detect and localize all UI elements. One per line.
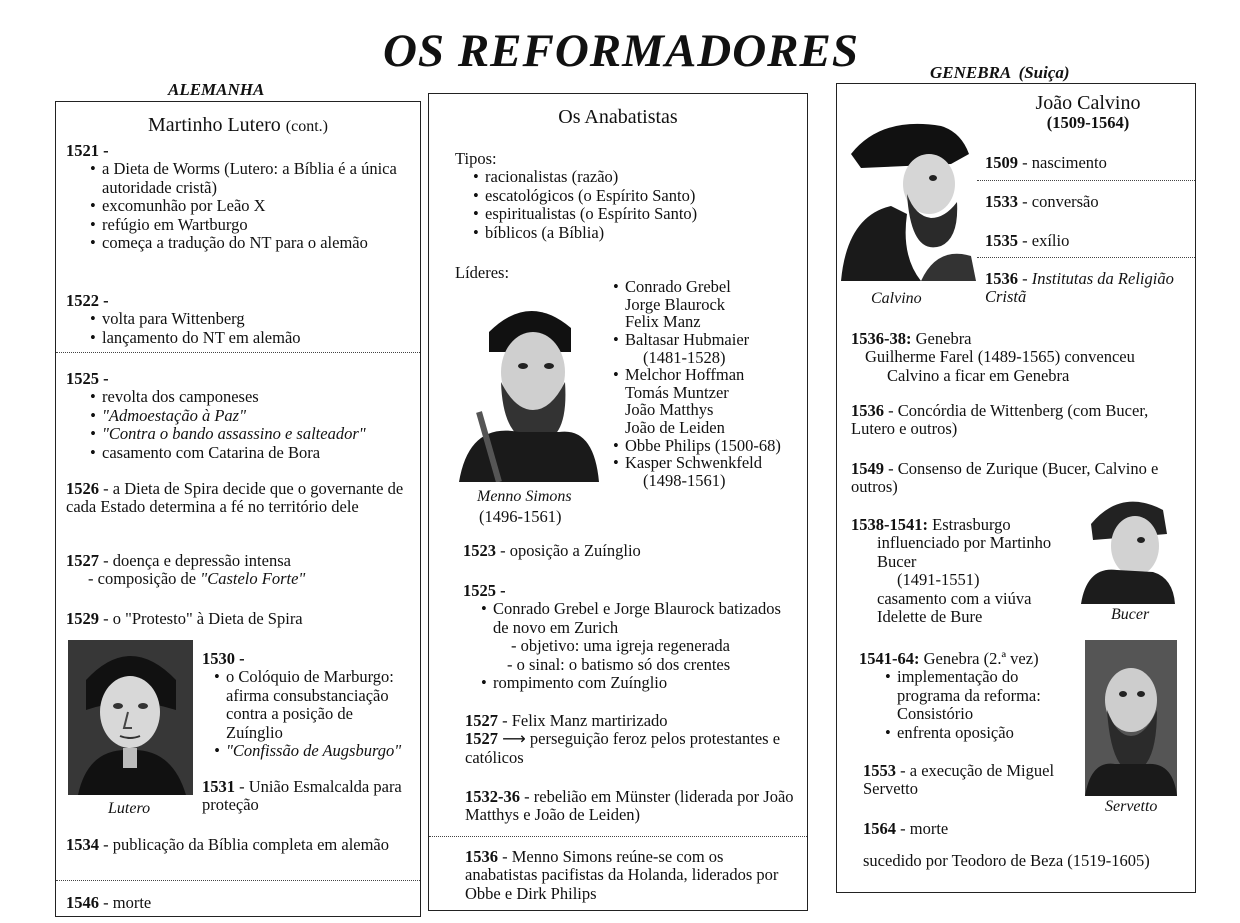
leader-item: João de Leiden (625, 418, 725, 438)
luther-1530 (202, 650, 412, 761)
event-text: - rebelião em Münster (liderada por João Matthys e João de Leiden) (465, 787, 794, 825)
list-item: • lançamento do NT em alemão (66, 329, 412, 347)
calvin-1564 (863, 820, 1187, 838)
sub-item: - objetivo: uma igreja regenerada (511, 636, 730, 656)
event-text: - Felix Manz martirizado (502, 711, 668, 730)
year-1523: 1523 (463, 541, 496, 560)
event-text: - morte (900, 819, 949, 838)
year-1527: 1527 (66, 551, 99, 570)
divider (56, 880, 420, 881)
calvin-1541 (859, 650, 1085, 742)
event-text: Guilherme Farel (1489-1565) convenceu Calvino a ficar em Genebra (865, 347, 1135, 385)
year-1526: 1526 (66, 479, 99, 498)
list-item: • bíblicos (a Bíblia) (455, 224, 799, 242)
leader-item: • Baltasar Hubmaier (607, 331, 803, 349)
year-1527: 1527 (465, 729, 498, 749)
list-item: • refúgio em Wartburgo (66, 216, 412, 234)
year-1549: 1549 (851, 459, 884, 478)
leader-item: (1498-1561) (643, 471, 726, 491)
leader-item: • Conrado Grebel (607, 278, 803, 296)
leader-item: Tomás Muntzer (625, 382, 729, 402)
year-1536: 1536 (851, 401, 884, 420)
event-text: - oposição a Zuínglio (500, 541, 641, 560)
calvin-1536-38 (851, 330, 1187, 385)
list-item: • volta para Wittenberg (66, 310, 412, 328)
leader-item: • Melchor Hoffman (607, 366, 803, 384)
leader-item: Felix Manz (625, 312, 701, 332)
year-1536: 1536 (465, 847, 498, 866)
ana-1532 (465, 788, 799, 825)
event-text: - composição de (88, 569, 197, 589)
tipos-label: Tipos: (455, 149, 497, 168)
luther-heading-sub: (cont.) (285, 118, 328, 135)
list-item: • Conrado Grebel e Jorge Blaurock batizados de novo em Zurich (463, 600, 799, 637)
calvin-heading (985, 92, 1191, 132)
leader-item: • Obbe Philips (1500-68) (607, 437, 803, 455)
list-item: • "Contra o bando assassino e salteador" (66, 425, 412, 443)
calvin-heading-text: João Calvino (1035, 92, 1141, 114)
list-item: • rompimento com Zuínglio (463, 674, 799, 692)
menno-caption: Menno Simons (477, 488, 572, 505)
year-1530: 1530 - (202, 649, 245, 668)
event-text: Institutas da Religião Cristã (985, 269, 1174, 307)
luther-1529 (66, 610, 412, 628)
list-item: • "Confissão de Augsburgo" (202, 742, 412, 760)
list-item: • escatológicos (o Espírito Santo) (455, 187, 799, 205)
event-text: influenciado por Martinho Bucer (877, 533, 1052, 571)
divider (429, 836, 807, 837)
year-1553: 1553 (863, 761, 896, 780)
luther-1534 (66, 836, 412, 854)
list-item: • casamento com Catarina de Bora (66, 444, 412, 462)
ana-1527 (465, 712, 799, 767)
list-item: • "Admoestação à Paz" (66, 407, 412, 425)
event-text: - Menno Simons reúne-se com os anabatistas pacifistas da Holanda, liderados por Obbe e Dirk Philips (465, 847, 779, 903)
year-1509: 1509 (985, 153, 1018, 172)
luther-1527 (66, 552, 412, 589)
divider (977, 257, 1195, 258)
calvin-1509 (985, 154, 1187, 172)
servetto-caption: Servetto (1105, 798, 1158, 815)
event-text: Estrasburgo (932, 515, 1011, 534)
list-item: • a Dieta de Worms (Lutero: a Bíblia é a única autoridade cristã) (66, 160, 412, 197)
event-text: - Consenso de Zurique (Bucer, Calvino e outros) (851, 459, 1159, 497)
event-text: perseguição feroz pelos protestantes e católicos (465, 729, 781, 767)
year-1536: 1536 (985, 269, 1018, 288)
calvin-1533 (985, 193, 1187, 211)
event-text: Genebra (2.ª vez) (923, 649, 1039, 668)
list-item: • o Colóquio de Marburgo: afirma consubstanciação contra a posição de Zuínglio (202, 668, 412, 742)
ana-1536 (465, 848, 799, 903)
event-text: - União Esmalcalda para proteção (202, 777, 402, 815)
year-1525: 1525 - (463, 581, 506, 600)
event-text: - o "Protesto" à Dieta de Spira (103, 609, 303, 628)
calvin-1536b (851, 402, 1187, 439)
calvin-portrait (841, 106, 976, 281)
region-geneva-country: (Suiça) (1018, 63, 1070, 82)
year-1522: 1522 - (66, 291, 109, 310)
leader-item: Jorge Blaurock (625, 294, 726, 314)
calvin-1536a (985, 270, 1187, 307)
luther-1531 (202, 778, 412, 815)
divider (56, 352, 420, 353)
calvin-column (836, 83, 1196, 893)
event-text: - Concórdia de Wittenberg (com Bucer, Lutero e outros) (851, 401, 1149, 439)
region-geneva (930, 63, 1070, 83)
luther-portrait (68, 640, 193, 795)
page-title: OS REFORMADORES (382, 25, 860, 77)
ana-1525 (463, 582, 799, 693)
menno-simons-portrait (459, 292, 599, 482)
year-1525: 1525 - (66, 369, 109, 388)
sub-item: - o sinal: o batismo só dos crentes (507, 654, 731, 674)
leaders-list (607, 278, 803, 490)
anabaptists-column (428, 93, 808, 911)
year-1541-64: 1541-64: (859, 649, 920, 668)
year-1529: 1529 (66, 609, 99, 628)
anabaptists-heading: Os Anabatistas (558, 106, 678, 128)
year-1521: 1521 - (66, 141, 109, 160)
luther-1522 (66, 292, 412, 347)
event-text: "Castelo Forte" (200, 569, 306, 589)
list-item: • começa a tradução do NT para o alemão (66, 234, 412, 252)
event-text: - (1022, 269, 1028, 288)
event-text: - exílio (1022, 231, 1070, 250)
bucer-caption: Bucer (1111, 606, 1150, 623)
list-item: • excomunhão por Leão X (66, 197, 412, 215)
list-item: • implementação do programa da reforma: Consistório (859, 668, 1085, 723)
year-1531: 1531 (202, 777, 235, 796)
luther-1526 (66, 480, 412, 517)
year-1546: 1546 (66, 893, 99, 912)
arrow-icon: ⟶ (502, 729, 526, 749)
luther-heading (56, 114, 420, 136)
lideres-label: Líderes: (455, 263, 510, 282)
event-text: - a Dieta de Spira decide que o governante de cada Estado determina a fé no território dele (66, 479, 404, 517)
event-text: - a execução de Miguel Servetto (863, 761, 1055, 799)
list-item: • espiritualistas (o Espírito Santo) (455, 205, 799, 223)
event-text: - morte (103, 893, 152, 912)
region-geneva-label: GENEBRA (930, 63, 1011, 82)
luther-heading-text: Martinho Lutero (148, 114, 281, 136)
event-text: - conversão (1022, 192, 1099, 211)
leader-item: João Matthys (625, 400, 714, 420)
calvin-caption: Calvino (871, 290, 922, 307)
calvin-successor: sucedido por Teodoro de Beza (1519-1605) (863, 851, 1150, 870)
luther-1525 (66, 370, 412, 462)
event-text: - doença e depressão intensa (103, 551, 291, 570)
list-item: • revolta dos camponeses (66, 388, 412, 406)
luther-column (55, 101, 421, 917)
event-text: (1491-1551) (897, 570, 980, 590)
year-1534: 1534 (66, 835, 99, 854)
ana-1523 (463, 542, 799, 560)
event-text: Genebra (915, 329, 972, 348)
anabaptists-tipos (455, 150, 799, 242)
calvin-1553 (863, 762, 1085, 799)
leader-item: (1481-1528) (643, 347, 726, 367)
region-germany: ALEMANHA (168, 80, 265, 99)
servetto-portrait (1085, 640, 1177, 796)
event-text: - publicação da Bíblia completa em alemão (103, 835, 390, 854)
year-1564: 1564 (863, 819, 896, 838)
event-text: - nascimento (1022, 153, 1107, 172)
list-item: • enfrenta oposição (859, 724, 1085, 742)
year-1527: 1527 (465, 711, 498, 730)
luther-caption: Lutero (108, 800, 151, 817)
calvin-1535 (985, 232, 1187, 250)
calvin-1538 (851, 516, 1075, 627)
calvin-dates: (1509-1564) (1046, 113, 1130, 132)
luther-1546 (66, 894, 412, 912)
year-1533: 1533 (985, 192, 1018, 211)
year-1532: 1532-36 (465, 787, 520, 806)
list-item: • racionalistas (razão) (455, 168, 799, 186)
bucer-portrait (1077, 488, 1175, 604)
year-1538-1541: 1538-1541: (851, 515, 928, 534)
year-1536-38: 1536-38: (851, 329, 912, 348)
leader-item: • Kasper Schwenkfeld (607, 454, 803, 472)
year-1535: 1535 (985, 231, 1018, 250)
event-text: casamento com a viúva Idelette de Bure (877, 588, 1032, 627)
luther-1521 (66, 142, 412, 253)
divider (977, 180, 1195, 181)
menno-dates: (1496-1561) (479, 507, 562, 526)
